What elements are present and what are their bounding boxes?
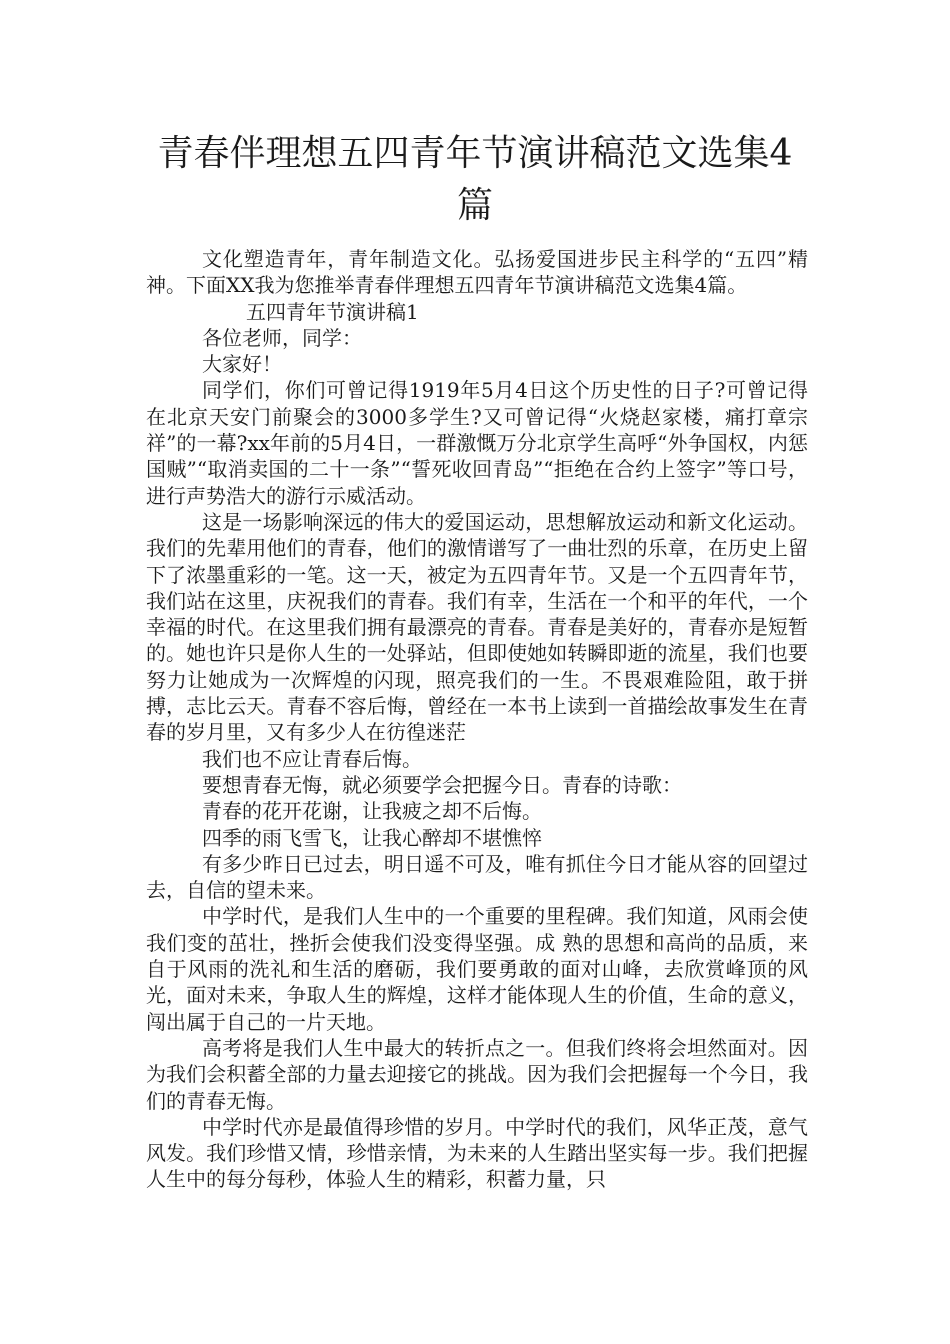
paragraph-intro: 文化塑造青年，青年制造文化。弘扬爱国进步民主科学的“五四”精神。下面XX我为您推举青春伴理想五四青年节演讲稿范文选集4篇。 xyxy=(146,247,808,298)
section-heading: 五四青年节演讲稿1 xyxy=(246,299,419,324)
paragraph: 高考将是我们人生中最大的转折点之一。但我们终将会坦然面对。因为我们会积蓄全部的力量去迎接它的挑战。因为我们会把握每一个今日，我们的青春无悔。 xyxy=(146,1035,808,1113)
paragraph-greeting: 各位老师，同学： xyxy=(202,325,362,350)
paragraph: 中学时代亦是最值得珍惜的岁月。中学时代的我们，风华正茂，意气风发。我们珍惜又情，珍惜亲情，为未来的人生踏出坚实每一步。我们把握人生中的每分每秒，体验人生的精彩，积蓄力量，只 xyxy=(146,1114,808,1192)
document-body xyxy=(146,246,808,1193)
paragraph: 同学们，你们可曾记得1919年5月4日这个历史性的日子?可曾记得在北京天安门前聚会的3000多学生?又可曾记得“火烧赵家楼，痛打章宗祥”的一幕?xx年前的5月4日，一群激慨万分北京学生高呼“外争国权，内惩国贼”“取消卖国的二十一条”“誓死收回青岛”“拒绝在合约上签字”等口号，进行声势浩大的游行示威活动。 xyxy=(146,378,808,508)
poem-line: 青春的花开花谢，让我疲之却不后悔。 xyxy=(202,799,542,824)
document-title: 青春伴理想五四青年节演讲稿范文选集4篇 xyxy=(157,133,793,226)
paragraph: 要想青春无悔，就必须要学会把握今日。青春的诗歌： xyxy=(202,772,682,797)
paragraph: 有多少昨日已过去，明日遥不可及，唯有抓住今日才能从容的回望过去，自信的望未来。 xyxy=(146,851,808,903)
paragraph: 中学时代，是我们人生中的一个重要的里程碑。我们知道，风雨会使我们变的茁壮，挫折会使我们没变得坚强。成 熟的思想和高尚的品质，来自于风雨的洗礼和生活的磨砺，我们要勇敢的面对山峰，去欣赏峰顶的风光，面对未来，争取人生的辉煌，这样才能体现人生的价值，生命的意义，闯出属于自己的一片天地。 xyxy=(146,904,808,1034)
paragraph-hello: 大家好！ xyxy=(202,352,282,377)
paragraph: 我们也不应让青春后悔。 xyxy=(202,746,422,771)
poem-line: 四季的雨飞雪飞，让我心醉却不堪憔悴 xyxy=(202,825,542,850)
paragraph: 这是一场影响深远的伟大的爱国运动，思想解放运动和新文化运动。我们的先辈用他们的青春，他们的激情谱写了一曲壮烈的乐章，在历史上留下了浓墨重彩的一笔。这一天，被定为五四青年节。又是一个五四青年节，我们站在这里，庆祝我们的青春。我们有幸，生活在一个和平的年代，一个幸福的时代。在这里我们拥有最漂亮的青春。青春是美好的，青春亦是短暂的。她也许只是你人生的一处驿站，但即使她如转瞬即逝的流星，我们也要努力让她成为一次辉煌的闪现，照亮我们的一生。不畏艰难险阻，敢于拼搏，志比云天。青春不容后悔，曾经在一本书上读到一首描绘故事发生在青春的岁月里，又有多少人在彷徨迷茫 xyxy=(146,509,808,745)
